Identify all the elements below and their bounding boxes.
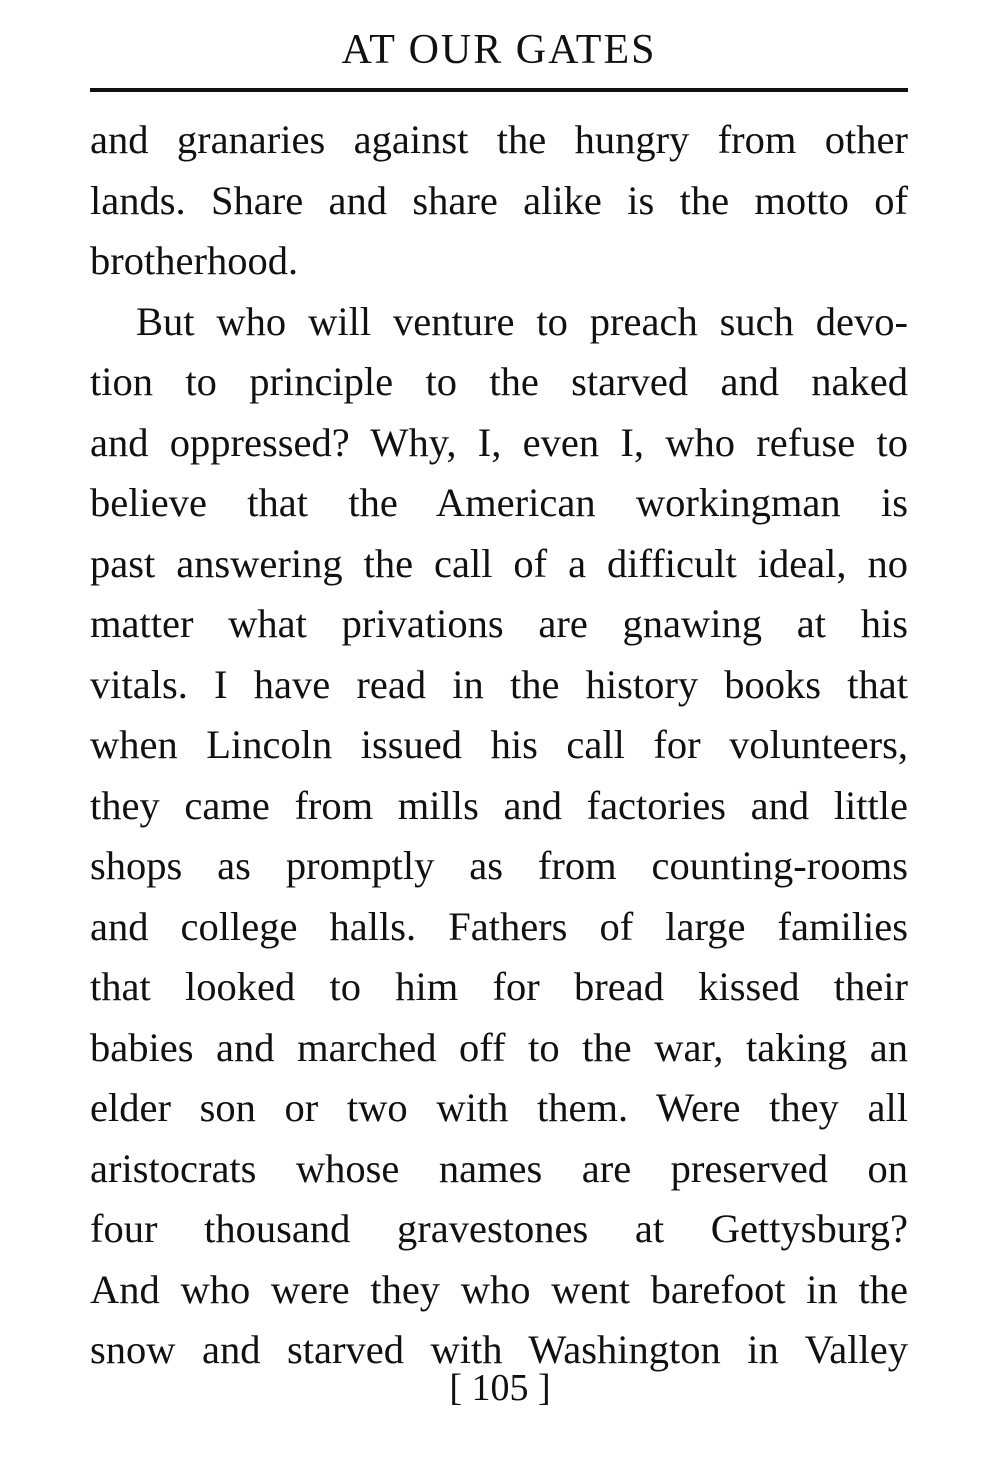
- text-line: they came from mills and factories and little: [90, 782, 908, 828]
- text-line: shops as promptly as from counting-rooms: [90, 843, 908, 888]
- header-rule: [90, 88, 908, 92]
- text-line: that looked to him for bread kissed their: [90, 964, 908, 1009]
- text-line: lands. Share and share alike is the motto of: [90, 177, 908, 223]
- text-line: aristocrats whose names are preserved on: [90, 1145, 908, 1191]
- text-line: babies and marched off to the war, taking an: [90, 1024, 908, 1070]
- text-line: And who were they who went barefoot in the: [90, 1266, 908, 1312]
- text-line: four thousand gravestones at Gettysburg?: [90, 1206, 908, 1251]
- body-text: [90, 110, 908, 1381]
- text-line: snow and starved with Washington in Valley: [90, 1327, 908, 1372]
- text-line: believe that the American workingman is: [90, 480, 908, 525]
- running-header: AT OUR GATES: [341, 27, 657, 73]
- text-line: and granaries against the hungry from other: [90, 117, 908, 162]
- text-line: But who will venture to preach such devo-: [136, 298, 908, 344]
- text-line: when Lincoln issued his call for volunteers,: [90, 722, 908, 767]
- text-line: and college halls. Fathers of large families: [90, 903, 908, 949]
- text-line: elder son or two with them. Were they all: [90, 1085, 908, 1130]
- page-number: [ 105 ]: [449, 1367, 551, 1409]
- text-line: past answering the call of a difficult ideal, no: [90, 540, 908, 586]
- text-line: and oppressed? Why, I, even I, who refuse to: [90, 419, 908, 465]
- text-line: brotherhood.: [90, 238, 299, 283]
- text-line: vitals. I have read in the history books that: [90, 661, 908, 707]
- text-line: matter what privations are gnawing at his: [90, 601, 908, 646]
- text-line: tion to principle to the starved and naked: [90, 359, 908, 404]
